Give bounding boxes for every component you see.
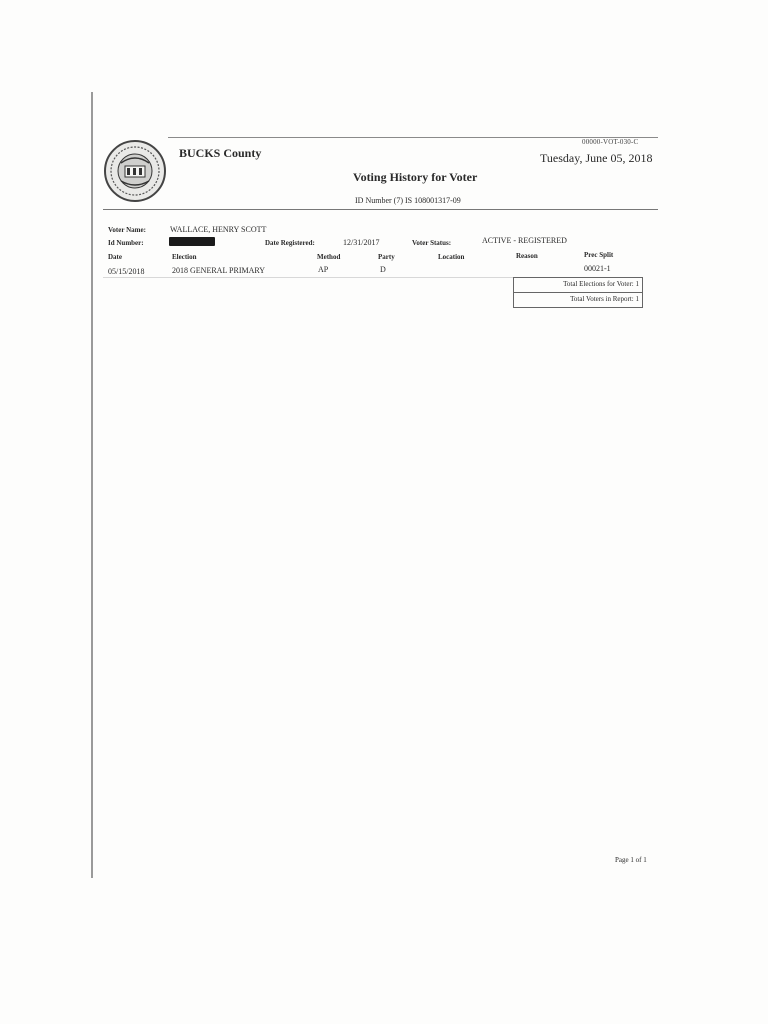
total-voters-box: [513, 292, 643, 308]
voter-status-value: ACTIVE - REGISTERED: [482, 236, 567, 245]
form-code: 00000-VOT-030-C: [582, 138, 639, 146]
row-party: D: [380, 265, 386, 274]
report-title: Voting History for Voter: [353, 170, 478, 184]
column-header-party: Party: [378, 253, 395, 261]
total-elections-box: [513, 277, 643, 293]
column-header-location: Location: [438, 253, 465, 261]
page-number: Page 1 of 1: [615, 856, 647, 864]
row-date: 05/15/2018: [108, 267, 145, 276]
county-seal-icon: [103, 139, 167, 203]
column-header-date: Date: [108, 253, 122, 261]
voter-status-label: Voter Status:: [412, 239, 452, 247]
column-header-prec-split: Prec Split: [584, 251, 614, 259]
county-name: BUCKS County: [179, 146, 262, 160]
total-elections-text: Total Elections for Voter: 1: [563, 280, 639, 288]
redacted-id-number: [169, 237, 215, 246]
date-registered-value: 12/31/2017: [343, 238, 380, 247]
row-method: AP: [318, 265, 329, 274]
column-header-reason: Reason: [516, 252, 538, 260]
report-id-number: ID Number (7) IS 108001317-09: [355, 196, 461, 205]
report-date: Tuesday, June 05, 2018: [540, 151, 653, 165]
column-header-method: Method: [317, 253, 341, 261]
id-number-label: Id Number:: [108, 239, 144, 247]
date-registered-label: Date Registered:: [265, 239, 315, 247]
row-election: 2018 GENERAL PRIMARY: [172, 266, 266, 275]
header-bottom-rule: [103, 209, 658, 210]
voter-name-label: Voter Name:: [108, 226, 146, 234]
scan-edge-line: [91, 92, 93, 878]
row-prec-split: 00021-1: [584, 264, 611, 273]
voter-name-value: WALLACE, HENRY SCOTT: [170, 225, 267, 234]
total-voters-text: Total Voters in Report: 1: [570, 295, 639, 303]
column-header-election: Election: [172, 253, 197, 261]
